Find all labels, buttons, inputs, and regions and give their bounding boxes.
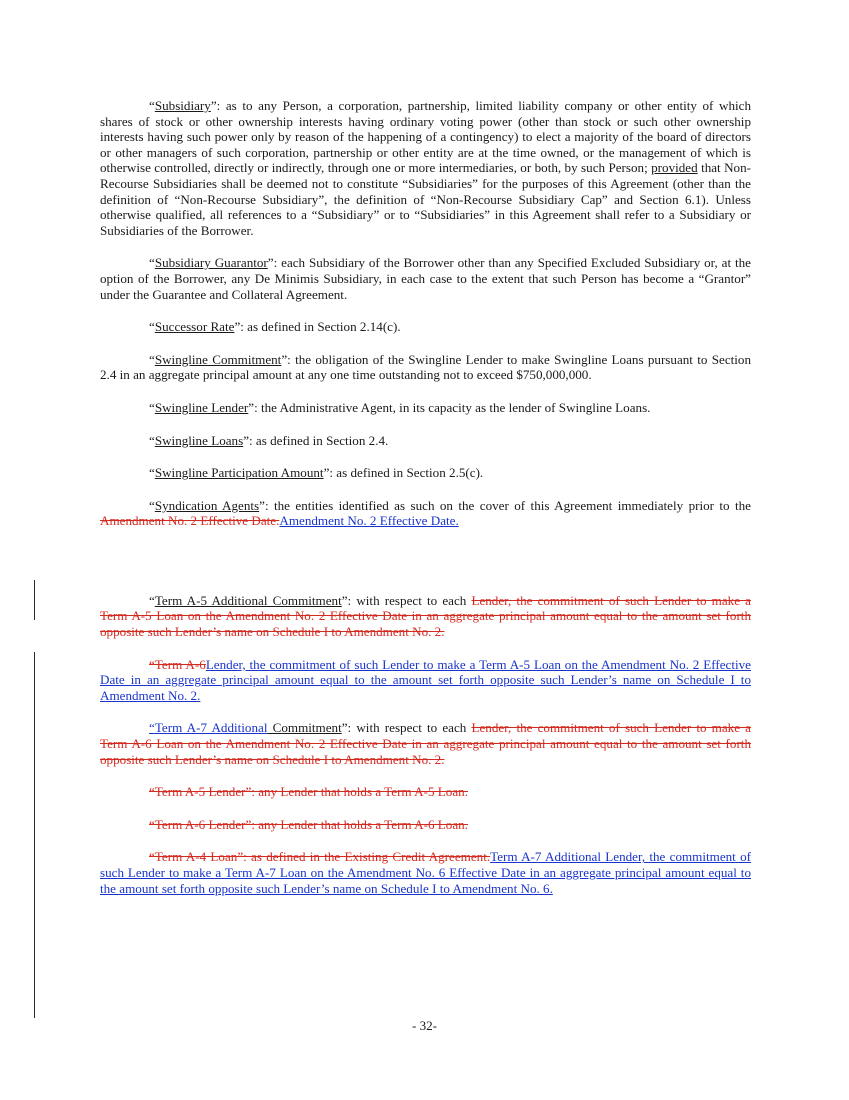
defined-term: Swingline Commitment — [154, 351, 282, 367]
page-number: - 32- — [411, 1018, 438, 1033]
definition-term-a7-additional-commitment: “Term A-7 Additional Commitment”: with respect to each Lender, the commitment of such Lender to make a Term A-6 Loan on the Amendment No. 2 Effective Date in an aggregate principal amount equal to the amount set forth opposite such Lender’s name on Schedule I to Amendment No. 2. — [100, 720, 751, 767]
defined-term: Swingline Lender — [154, 399, 249, 415]
definition-swingline-loans: “Swingline Loans”: as defined in Section 2.4. — [149, 432, 389, 448]
definition-syndication-agents: “Syndication Agents”: the entities identified as such on the cover of this Agreement immediately prior to the Amendment No. 2 Effective Date.Amendment No. 2 Effective Date. — [100, 497, 751, 529]
definition-subsidiary-guarantor: “Subsidiary Guarantor”: each Subsidiary of the Borrower other than any Specified Excluded Subsidiary or, at the option of the Borrower, any De Minimis Subsidiary, in each case to the extent that such Person has become a “Grantor” under the Guarantee and Collateral Agreement. — [100, 255, 751, 302]
deleted-text: “Term A-4 Loan”: as defined in the Existing Credit Agreement. — [149, 849, 491, 865]
change-bar — [34, 580, 35, 620]
deleted-text: Amendment No. 2 Effective Date. — [100, 513, 280, 529]
definition-subsidiary: “Subsidiary”: as to any Person, a corporation, partnership, limited liability company or other entity of which shares of stock or other ownership interests having ordinary voting power (other than stock or such other ownership interests having such power only by reason of the happening of a contingency) to elect a majority of the board of directors or other managers of such corporation, partnership or other entity are at the time owned, or the management of which is otherwise controlled, directly or indirectly, through one or more intermediaries, or both, by such Person; provided that Non-Recourse Subsidiaries shall be deemed not to constitute “Subsidiaries” for the purposes of this Agreement (other than the definition of “Non-Recourse Subsidiary”, the definition of “Non-Recourse Subsidiary Cap” and Section 6.1). Unless otherwise qualified, all references to a “Subsidiary” or to “Subsidiaries” in this Agreement shall refer to a Subsidiary or Subsidiaries of the Borrower. — [100, 98, 752, 238]
document-body — [100, 98, 751, 913]
page-gap — [100, 546, 751, 593]
definition-term-a4-loan — [100, 849, 751, 896]
inserted-text: “ — [149, 720, 155, 736]
definition-term-a6-lender — [100, 817, 751, 833]
definition-term-a5-additional-commitment: “Term A-5 Additional Commitment”: with respect to each Lender, the commitment of such Lender to make a Term A-5 Loan on the Amendment No. 2 Effective Date in an aggregate principal amount equal to the amount set forth opposite such Lender’s name on Schedule I to Amendment No. 2. — [100, 592, 751, 640]
definition-successor-rate: “Successor Rate”: as defined in Section 2.14(c). — [149, 319, 401, 335]
defined-term: Term A-5 Additional Commitment — [154, 592, 342, 608]
inserted-text: Term A-7 Additional — [154, 720, 268, 736]
deleted-text: Lender, the commitment of such Lender to make a Term A-6 Loan on the Amendment No. 2 Effective Date in an aggregate principal amount equal to the amount set forth opposite such Lender’s name on Schedule I to Amendment No. 2. — [100, 720, 751, 767]
deleted-text: “Term A-6 Lender”: any Lender that holds a Term A-6 Loan. — [149, 816, 468, 832]
defined-term: Subsidiary Guarantor — [154, 255, 268, 271]
inserted-text: Term A-7 Additional Lender, the commitment of such Lender to make a Term A-7 Loan on the Amendment No. 6 Effective Date in an aggregate principal amount equal to the amount set forth opposite such Lender’s name on Schedule I to Amendment No. 6. — [100, 849, 751, 896]
definition-swingline-lender: “Swingline Lender”: the Administrative Agent, in its capacity as the lender of Swingline Loans. — [149, 399, 651, 415]
definition-term-a6-revision — [100, 657, 751, 704]
inserted-text: Amendment No. 2 Effective Date. — [279, 513, 459, 529]
definition-swingline-participation-amount: “Swingline Participation Amount”: as defined in Section 2.5(c). — [149, 465, 484, 481]
change-bar — [34, 652, 35, 1018]
defined-term: Swingline Loans — [154, 432, 244, 448]
provided-keyword: provided — [651, 160, 698, 176]
defined-term: Subsidiary — [154, 98, 211, 113]
defined-term: Syndication Agents — [154, 497, 260, 513]
deleted-text: “Term A-6 — [149, 656, 206, 672]
definition-swingline-commitment: “Swingline Commitment”: the obligation of the Swingline Lender to make Swingline Loans pursuant to Section 2.4 in an aggregate principal amount at any one time outstanding not to exceed $750,000,000. — [100, 351, 751, 383]
inserted-text: Lender, the commitment of such Lender to make a Term A-5 Loan on the Amendment No. 2 Effective Date in an aggregate principal amount equal to the amount set forth opposite such Lender’s name on Schedule I to Amendment No. 2. — [100, 656, 751, 703]
definition-term-a5-lender — [100, 784, 751, 800]
defined-term: Commitment — [267, 720, 342, 736]
defined-term: Swingline Participation Amount — [154, 465, 324, 481]
defined-term: Successor Rate — [154, 319, 235, 335]
deleted-text: Lender, the commitment of such Lender to make a Term A-5 Loan on the Amendment No. 2 Effective Date in an aggregate principal amount equal to the amount set forth opposite such Lender’s name on Schedule I to Amendment No. 2. — [100, 592, 751, 640]
deleted-text: “Term A-5 Lender”: any Lender that holds a Term A-5 Loan. — [149, 784, 468, 800]
